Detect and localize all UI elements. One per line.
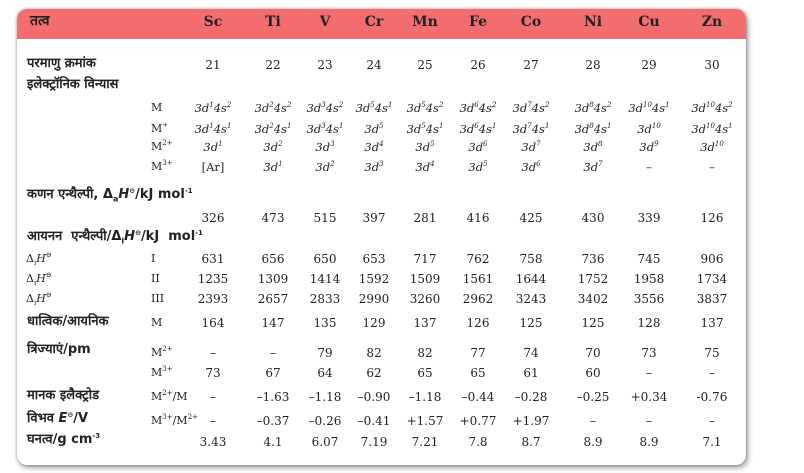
element-symbol: Co — [520, 14, 542, 30]
ionization-symbol: $\Delta_iH^⊖$ — [26, 291, 52, 308]
ionization-value: 653 — [362, 252, 386, 266]
ionization-value: 745 — [637, 252, 661, 266]
element-symbol: Zn — [701, 14, 723, 30]
radii-value: 77 — [470, 346, 486, 360]
ionization-value: 2833 — [309, 292, 341, 306]
atomic-number-value: 27 — [523, 58, 539, 72]
config-value: $3d^34s^1$ — [306, 122, 344, 136]
config-value: $3d^5$ — [468, 160, 488, 174]
config-value: $3d^6$ — [468, 140, 488, 154]
config-value: $3d^74s^1$ — [512, 122, 550, 136]
potential-value: –0.90 — [357, 390, 391, 404]
atomic-number-value: 28 — [585, 58, 601, 72]
potential-value: – — [210, 414, 216, 428]
config-label: इलेक्ट्रॉनिक विन्यास — [27, 77, 119, 92]
radii-value: 137 — [700, 316, 724, 330]
radii-value: 125 — [581, 316, 605, 330]
atomization-value: 416 — [466, 211, 490, 225]
config-row-label: M+ — [151, 121, 169, 135]
atomic-number-value: 26 — [470, 58, 486, 72]
ionization-value: 1509 — [409, 272, 441, 286]
radii-value: 135 — [313, 316, 337, 330]
ionization-value: 736 — [581, 252, 605, 266]
ionization-order: II — [151, 272, 160, 285]
config-value: $3d^4$ — [415, 160, 435, 174]
radii-value: 65 — [470, 366, 486, 380]
atomization-value: 515 — [313, 211, 337, 225]
radii-value: – — [210, 346, 216, 360]
atomization-value: 430 — [581, 211, 605, 225]
potential-value: –1.18 — [308, 390, 342, 404]
radii-value: – — [270, 346, 276, 360]
radii-value: 61 — [523, 366, 539, 380]
atomization-value: 126 — [700, 211, 724, 225]
radii-value: 70 — [585, 346, 601, 360]
radii-value: 62 — [366, 366, 382, 380]
potential-value: – — [646, 414, 652, 428]
config-value: $3d^14s^2$ — [194, 101, 232, 115]
config-row-label: $M^{3+}$ — [151, 159, 173, 173]
ionization-value: 1235 — [197, 272, 229, 286]
radii-row-label: $M^{2+}$ — [151, 345, 173, 359]
config-value: $3d^8$ — [583, 140, 603, 154]
density-label: घनत्व/g $cm^{-3}$ — [27, 432, 101, 447]
atomic-number-label: परमाणु क्रमांक — [27, 56, 96, 71]
ionization-symbol: $\Delta_iH^⊖$ — [26, 251, 52, 268]
ionization-value: 1644 — [515, 272, 547, 286]
potential-label-1: मानक इलैक्ट्रोड — [27, 388, 100, 403]
config-value: $3d^{10}$ — [637, 122, 661, 136]
atomization-value: 326 — [201, 211, 225, 225]
config-value: $3d^54s^2$ — [406, 101, 444, 115]
element-symbol: Ni — [583, 14, 603, 30]
ionization-value: 2657 — [257, 292, 289, 306]
header-label: तत्व — [30, 13, 50, 29]
config-value: $3d^3$ — [315, 140, 335, 154]
ionization-value: 2962 — [462, 292, 494, 306]
density-value: 7.8 — [468, 435, 488, 449]
config-value: $3d^14s^1$ — [194, 122, 232, 136]
config-value: $3d^4$ — [364, 140, 384, 154]
config-value: $3d^84s^1$ — [574, 122, 612, 136]
density-value: 3.43 — [199, 435, 227, 449]
density-value: 4.1 — [263, 435, 283, 449]
radii-label-1: धात्विक/आयनिक — [27, 314, 109, 329]
config-value: $3d^{10}4s^1$ — [628, 101, 670, 115]
density-value: 8.9 — [639, 435, 659, 449]
atomic-number-value: 23 — [317, 58, 333, 72]
atomic-number-value: 29 — [641, 58, 657, 72]
ionization-label: आयनन $एन्थैल्पी/\Delta_iH^⊖/kJ$ mol$^{-1}$ — [27, 229, 203, 246]
ionization-value: 1414 — [309, 272, 341, 286]
config-value: $3d^6$ — [521, 160, 541, 174]
atomization-value: 397 — [362, 211, 386, 225]
config-value: $3d^2$ — [263, 140, 283, 154]
data-table — [17, 9, 746, 465]
radii-row-label: M — [151, 316, 163, 329]
radii-value: 74 — [523, 346, 539, 360]
radii-value: – — [709, 366, 715, 380]
radii-value: – — [646, 366, 652, 380]
config-value: $3d^54s^1$ — [355, 101, 393, 115]
potential-value: – — [590, 414, 596, 428]
atomization-value: 425 — [519, 211, 543, 225]
ionization-value: 758 — [519, 252, 543, 266]
ionization-value: 1752 — [577, 272, 609, 286]
radii-value: 137 — [413, 316, 437, 330]
config-value: [Ar] — [201, 160, 225, 174]
element-symbol: Sc — [203, 14, 223, 30]
radii-value: 129 — [362, 316, 386, 330]
radii-value: 60 — [585, 366, 601, 380]
radii-value: 126 — [466, 316, 490, 330]
element-symbol: Ti — [265, 14, 281, 30]
potential-value: +1.97 — [512, 414, 550, 428]
config-value: $3d^54s^1$ — [406, 122, 444, 136]
ionization-order: III — [151, 292, 165, 305]
ionization-value: 3556 — [633, 292, 665, 306]
atomic-number-value: 30 — [704, 58, 720, 72]
config-row-label: $M^{2+}$ — [151, 139, 173, 153]
potential-value: – — [210, 390, 216, 404]
radii-value: 67 — [265, 366, 281, 380]
density-value: 7.1 — [702, 435, 722, 449]
potential-row-label: $M^{2+}/M$ — [151, 389, 188, 403]
config-value: $3d^64s^2$ — [459, 101, 497, 115]
element-symbol: V — [319, 14, 331, 30]
element-symbol: Cr — [364, 14, 384, 30]
ionization-value: 3402 — [577, 292, 609, 306]
element-symbol: Fe — [468, 14, 488, 30]
potential-value: -0.76 — [696, 390, 728, 404]
radii-value: 164 — [201, 316, 225, 330]
config-value: $3d^3$ — [364, 160, 384, 174]
config-value: $3d^9$ — [639, 140, 659, 154]
config-value: $3d^5$ — [364, 122, 384, 136]
ionization-value: 2990 — [358, 292, 390, 306]
config-value: $3d^1$ — [203, 140, 223, 154]
density-value: 8.9 — [583, 435, 603, 449]
ionization-value: 1561 — [462, 272, 494, 286]
atomic-number-value: 24 — [366, 58, 382, 72]
potential-value: –0.26 — [308, 414, 342, 428]
ionization-value: 1734 — [696, 272, 728, 286]
radii-value: 128 — [637, 316, 661, 330]
radii-value: 64 — [317, 366, 333, 380]
config-value: $3d^64s^1$ — [459, 122, 497, 136]
radii-value: 73 — [641, 346, 657, 360]
density-value: 8.7 — [521, 435, 541, 449]
density-value: 7.19 — [360, 435, 388, 449]
ionization-value: 2393 — [197, 292, 229, 306]
atomization-label: कणन एन्थैल्पी, $\Delta_aH^⊖/kJ$ mol$^{-1}$ — [27, 187, 193, 204]
radii-value: 75 — [704, 346, 720, 360]
potential-value: –0.28 — [514, 390, 548, 404]
radii-value: 79 — [317, 346, 333, 360]
atomic-number-value: 22 — [265, 58, 281, 72]
config-value: $3d^24s^1$ — [254, 122, 292, 136]
density-value: 6.07 — [311, 435, 339, 449]
ionization-value: 3260 — [409, 292, 441, 306]
potential-value: –0.41 — [357, 414, 391, 428]
potential-value: –1.18 — [408, 390, 442, 404]
config-value: $3d^{10}$ — [700, 140, 724, 154]
element-symbol: Cu — [638, 14, 660, 30]
potential-value: +0.77 — [459, 414, 497, 428]
config-value: $3d^7$ — [583, 160, 603, 174]
potential-row-label: $M^{3+}/M^{2+}$ — [151, 413, 198, 427]
ionization-value: 906 — [700, 252, 724, 266]
config-value: $3d^2$ — [315, 160, 335, 174]
ionization-value: 3243 — [515, 292, 547, 306]
ionization-symbol: $\Delta_iH^⊖$ — [26, 271, 52, 288]
config-value: $3d^{10}4s^1$ — [691, 122, 733, 136]
ionization-value: 762 — [466, 252, 490, 266]
potential-label-2: विभव E⊖/V — [27, 411, 89, 426]
potential-value: –0.25 — [576, 390, 610, 404]
density-value: 7.21 — [411, 435, 439, 449]
potential-value: –0.44 — [461, 390, 495, 404]
config-value: $3d^7$ — [521, 140, 541, 154]
ionization-value: 1592 — [358, 272, 390, 286]
radii-label-2: त्रिज्याएं/pm — [27, 342, 91, 357]
potential-value: – — [709, 414, 715, 428]
atomization-value: 281 — [413, 211, 437, 225]
ionization-value: 717 — [413, 252, 437, 266]
config-value: $3d^{10}4s^2$ — [691, 101, 733, 115]
atomic-number-value: 25 — [417, 58, 433, 72]
ionization-value: 650 — [313, 252, 337, 266]
config-value: $3d^1$ — [263, 160, 283, 174]
element-symbol: Mn — [412, 14, 438, 30]
config-row-label: M — [151, 101, 163, 114]
radii-value: 65 — [417, 366, 433, 380]
config-value: $3d^5$ — [415, 140, 435, 154]
potential-value: –0.37 — [256, 414, 290, 428]
config-value: $3d^34s^2$ — [306, 101, 344, 115]
config-value: $3d^24s^2$ — [254, 101, 292, 115]
potential-value: +0.34 — [630, 390, 668, 404]
config-value: $3d^74s^2$ — [512, 101, 550, 115]
atomic-number-value: 21 — [205, 58, 221, 72]
potential-value: –1.63 — [256, 390, 290, 404]
radii-value: 82 — [417, 346, 433, 360]
radii-value: 73 — [205, 366, 221, 380]
ionization-value: 631 — [201, 252, 225, 266]
ionization-order: I — [151, 252, 156, 265]
config-value: – — [646, 160, 652, 174]
radii-row-label: $M^{3+}$ — [151, 365, 173, 379]
config-value: – — [709, 160, 715, 174]
ionization-value: 1309 — [257, 272, 289, 286]
config-value: $3d^84s^2$ — [574, 101, 612, 115]
atomization-value: 473 — [261, 211, 285, 225]
atomization-value: 339 — [637, 211, 661, 225]
ionization-value: 3837 — [696, 292, 728, 306]
ionization-value: 656 — [261, 252, 285, 266]
radii-value: 147 — [261, 316, 285, 330]
radii-value: 125 — [519, 316, 543, 330]
radii-value: 82 — [366, 346, 382, 360]
potential-value: +1.57 — [406, 414, 444, 428]
ionization-value: 1958 — [633, 272, 665, 286]
